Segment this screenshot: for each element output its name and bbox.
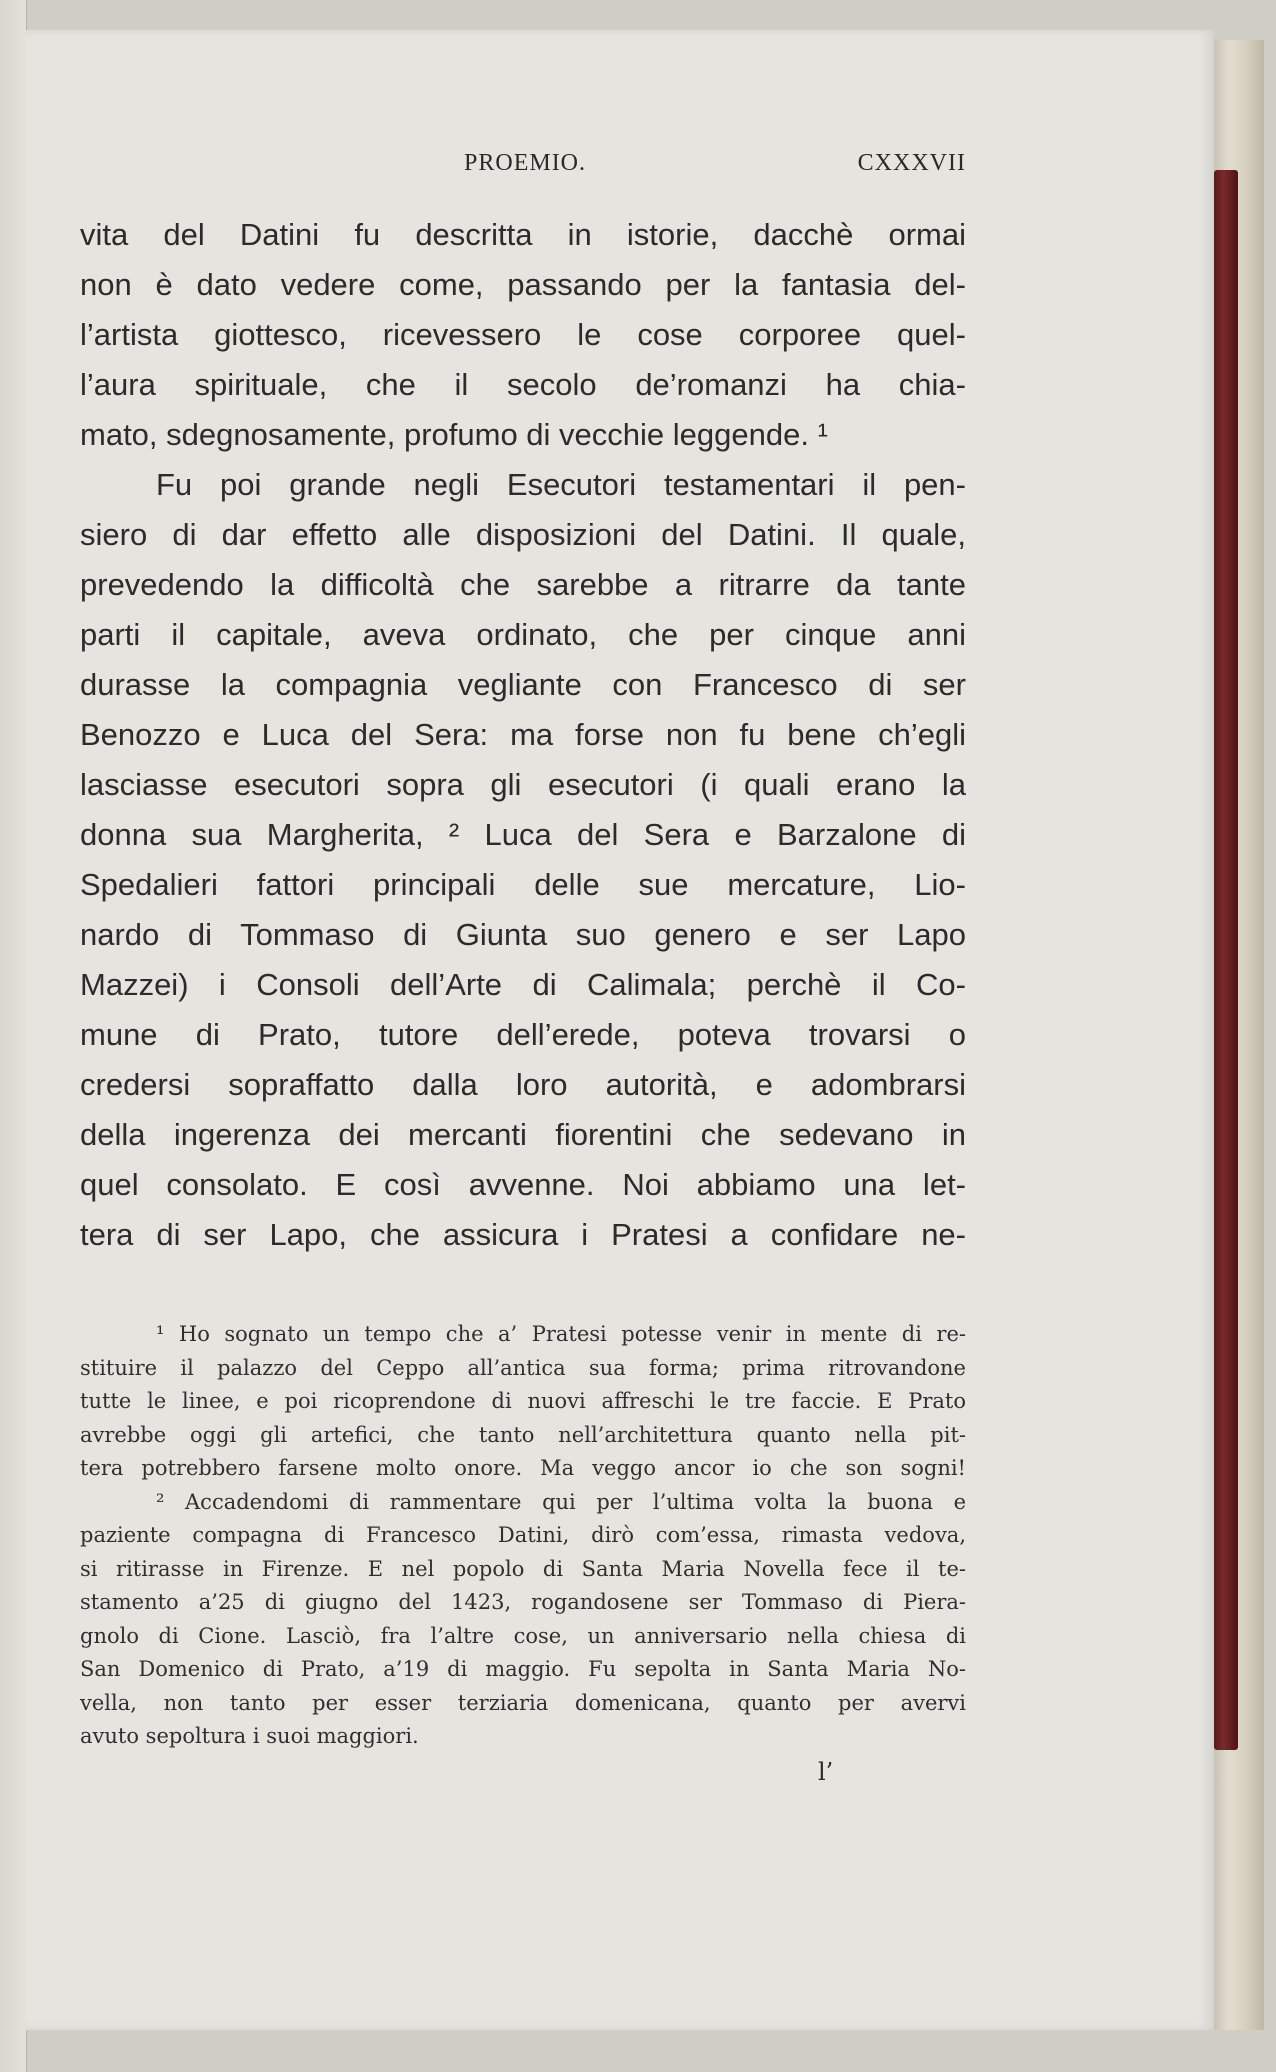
footnote-line: tutte le linee, e poi ricoprendone di nuovi affreschi le tre faccie. E Prato <box>80 1389 966 1413</box>
footnote-line: ² Accadendomi di rammentare qui per l’ultima volta la buona e <box>156 1489 966 1514</box>
main-text <box>80 210 966 1260</box>
page-number: CXXXVII <box>857 150 966 176</box>
footnote-line: avuto sepoltura i suoi maggiori. <box>80 1724 419 1748</box>
text-line: parti il capitale, aveva ordinato, che per cinque anni <box>80 617 966 652</box>
previous-page-edge <box>0 0 27 2072</box>
text-line: lasciasse esecutori sopra gli esecutori (i quali erano la <box>80 767 966 802</box>
text-line: donna sua Margherita, ² Luca del Sera e Barzalone di <box>80 817 966 852</box>
text-line: Benozzo e Luca del Sera: ma forse non fu bene ch’egli <box>80 717 966 752</box>
text-line: mato, sdegnosamente, profumo di vecchie leggende. ¹ <box>80 417 828 452</box>
footnote-line: stituire il palazzo del Ceppo all’antica sua forma; prima ritrovandone <box>80 1355 966 1380</box>
footnote-line: vella, non tanto per esser terziaria domenicana, quanto per avervi <box>80 1690 966 1715</box>
footnote-line: tera potrebbero farsene molto onore. Ma veggo ancor io che son sogni! <box>80 1456 966 1480</box>
text-line: Spedalieri fattori principali delle sue mercature, Lio- <box>80 867 966 902</box>
footnote-line: San Domenico di Prato, a’19 di maggio. Fu sepolta in Santa Maria No- <box>80 1657 966 1681</box>
text-line: l’aura spirituale, che il secolo de’romanzi ha chia- <box>80 367 966 402</box>
footnote-line: paziente compagna di Francesco Datini, dirò com’essa, rimasta vedova, <box>80 1523 966 1547</box>
text-line: mune di Prato, tutore dell’erede, poteva trovarsi o <box>80 1017 966 1052</box>
text-line: quel consolato. E così avvenne. Noi abbiamo una let- <box>80 1167 966 1202</box>
footnote-line: avrebbe oggi gli artefici, che tanto nell’architettura quanto nella pit- <box>80 1422 966 1447</box>
text-line: nardo di Tommaso di Giunta suo genero e ser Lapo <box>80 917 966 952</box>
text-line: siero di dar effetto alle disposizioni del Datini. Il quale, <box>80 517 966 552</box>
footnote-line: si ritirasse in Firenze. E nel popolo di Santa Maria Novella fece il te- <box>80 1556 966 1581</box>
footnote-line: gnolo di Cione. Lasciò, fra l’altre cose, un anniversario nella chiesa di <box>80 1623 966 1648</box>
running-title: PROEMIO. <box>464 150 587 176</box>
text-line: tera di ser Lapo, che assicura i Pratesi a confidare ne- <box>80 1217 966 1252</box>
text-line: non è dato vedere come, passando per la fantasia del- <box>80 267 966 302</box>
footnote-line: ¹ Ho sognato un tempo che a’ Pratesi potesse venir in mente di re- <box>156 1322 966 1346</box>
catchword: l’ <box>818 1758 834 1786</box>
footnote-line: stamento a’25 di giugno del 1423, rogandosene ser Tommaso di Piera- <box>80 1590 966 1614</box>
text-line: prevedendo la difficoltà che sarebbe a ritrarre da tante <box>80 567 966 602</box>
text-line: vita del Datini fu descritta in istorie, dacchè ormai <box>80 217 966 252</box>
footnotes <box>80 1318 966 1754</box>
text-line: Fu poi grande negli Esecutori testamentari il pen- <box>156 467 966 502</box>
text-line: durasse la compagnia vegliante con Francesco di ser <box>80 667 966 702</box>
text-line: l’artista giottesco, ricevessero le cose corporee quel- <box>80 317 966 352</box>
spine-binding <box>1214 170 1238 1750</box>
text-line: della ingerenza dei mercanti fiorentini che sedevano in <box>80 1117 966 1152</box>
text-line: credersi sopraffatto dalla loro autorità, e adombrarsi <box>80 1067 966 1102</box>
text-line: Mazzei) i Consoli dell’Arte di Calimala; perchè il Co- <box>80 967 966 1002</box>
page-header <box>80 150 966 184</box>
